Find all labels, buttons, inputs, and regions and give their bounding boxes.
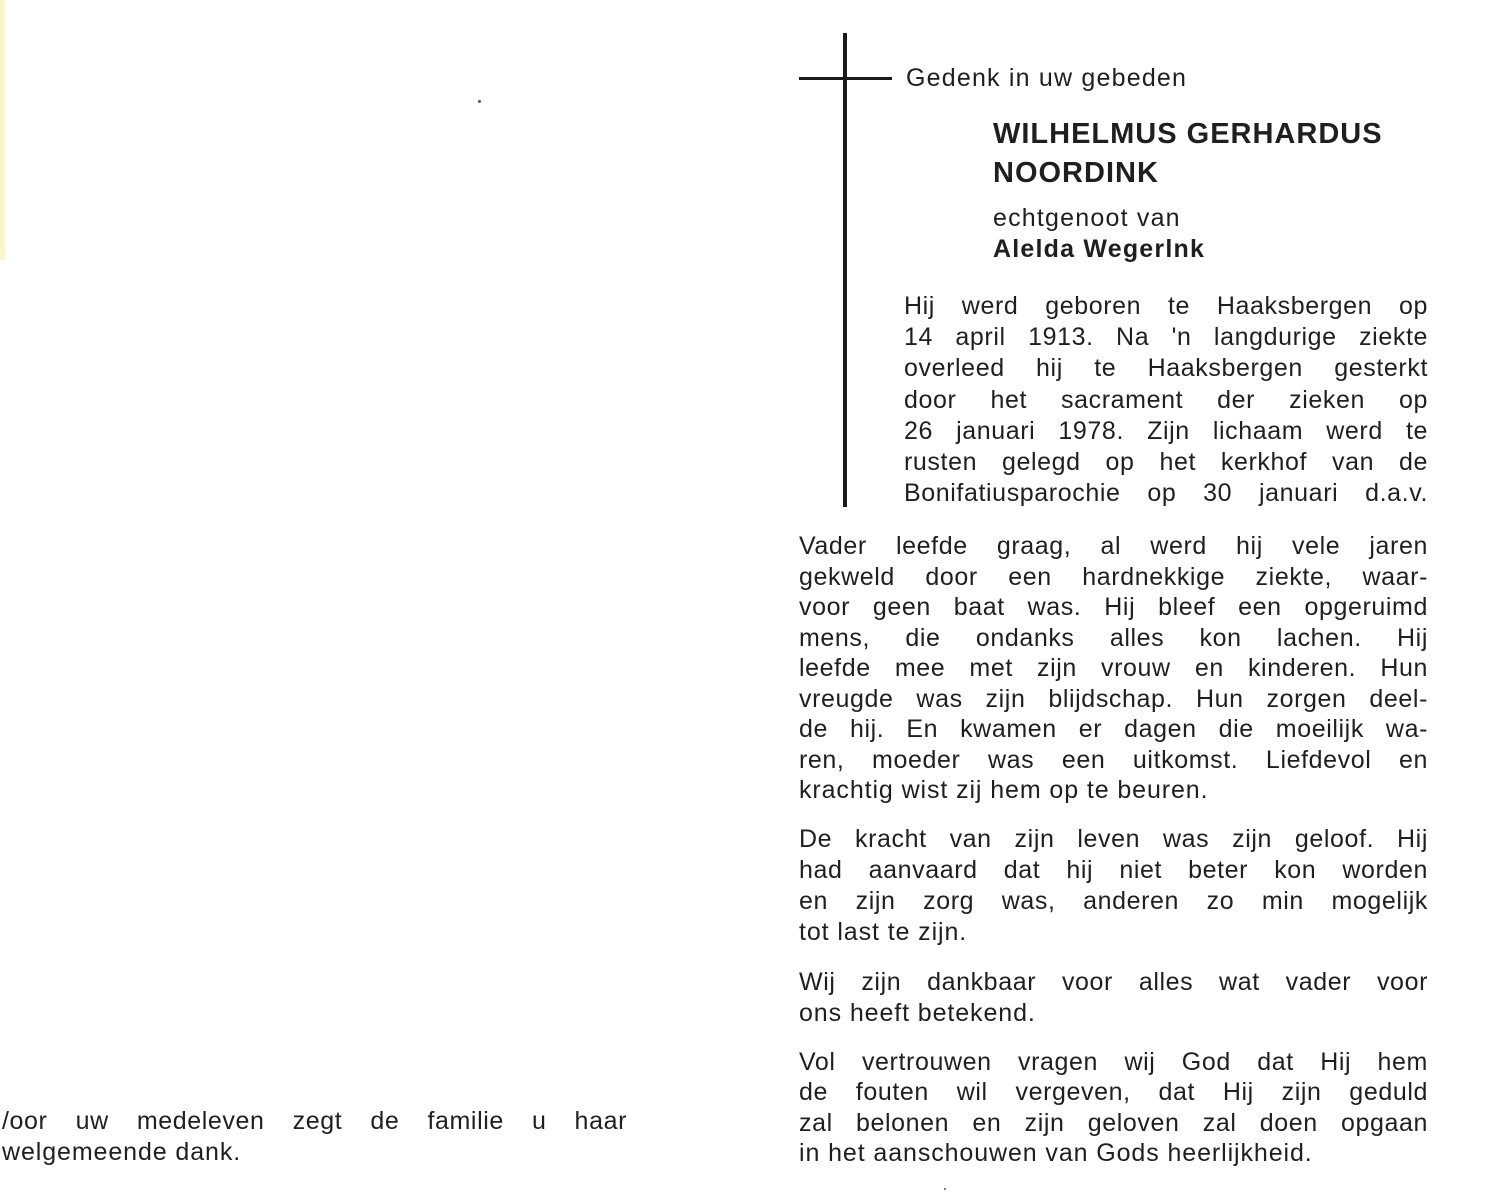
paragraph-line: en zijn zorg was, anderen zo min mogelijk xyxy=(799,887,1428,915)
bio-line: door het sacrament der zieken op xyxy=(904,386,1428,414)
paragraph-line: tot last te zijn. xyxy=(799,918,968,946)
paragraph-line: Vol vertrouwen vragen wij God dat Hij hem xyxy=(799,1048,1428,1076)
paragraph-line: ren, moeder was een uitkomst. Liefdevol en xyxy=(799,746,1428,774)
memorial-heading: Gedenk in uw gebeden xyxy=(906,64,1188,92)
bio-line: 14 april 1913. Na 'n langdurige ziekte xyxy=(904,323,1428,351)
spouse-prefix: echtgenoot van xyxy=(993,204,1181,232)
paragraph-line: in het aanschouwen van Gods heerlijkheid. xyxy=(799,1139,1313,1167)
cross-icon-vertical xyxy=(843,33,847,507)
paragraph-line: Wij zijn dankbaar voor alles wat vader voor xyxy=(799,968,1428,996)
bio-line: overleed hij te Haaksbergen gesterkt xyxy=(904,354,1428,382)
bio-line: 26 januari 1978. Zijn lichaam werd te xyxy=(904,417,1428,445)
paragraph-line: had aanvaard dat hij niet beter kon worden xyxy=(799,856,1428,884)
paragraph-line: krachtig wist zij hem op te beuren. xyxy=(799,776,1209,804)
cross-icon-horizontal xyxy=(799,77,892,80)
paragraph-line: ons heeft betekend. xyxy=(799,999,1036,1027)
paragraph-line: De kracht van zijn leven was zijn geloof. Hij xyxy=(799,825,1428,853)
paragraph-line: Vader leefde graag, al werd hij vele jaren xyxy=(799,532,1428,560)
spouse-name: Alelda Wegerlnk xyxy=(993,235,1206,263)
deceased-name-line1: WILHELMUS GERHARDUS xyxy=(993,118,1383,150)
deceased-name-line2: NOORDINK xyxy=(993,157,1159,189)
paragraph-line: zal belonen en zijn geloven zal doen opgaan xyxy=(799,1109,1428,1137)
print-speck xyxy=(478,100,481,103)
bio-line: Hij werd geboren te Haaksbergen op xyxy=(904,292,1428,320)
paragraph-line: de hij. En kwamen er dagen die moeilijk wa- xyxy=(799,715,1428,743)
paragraph-line: mens, die ondanks alles kon lachen. Hij xyxy=(799,624,1428,652)
thanks-line: /oor uw medeleven zegt de familie u haar xyxy=(2,1107,627,1135)
print-speck xyxy=(944,1188,946,1190)
paragraph-line: gekweld door een hardnekkige ziekte, waar- xyxy=(799,563,1428,591)
paragraph-line: de fouten wil vergeven, dat Hij zijn geduld xyxy=(799,1078,1428,1106)
paragraph-line: vreugde was zijn blijdschap. Hun zorgen deel- xyxy=(799,685,1428,713)
bio-line: rusten gelegd op het kerkhof van de xyxy=(904,448,1428,476)
paragraph-line: leefde mee met zijn vrouw en kinderen. Hun xyxy=(799,654,1428,682)
paragraph-line: voor geen baat was. Hij bleef een opgeruimd xyxy=(799,593,1428,621)
thanks-line: welgemeende dank. xyxy=(2,1138,242,1166)
bio-line: Bonifatiusparochie op 30 januari d.a.v. xyxy=(904,479,1428,507)
paper-edge-tint xyxy=(0,0,5,260)
